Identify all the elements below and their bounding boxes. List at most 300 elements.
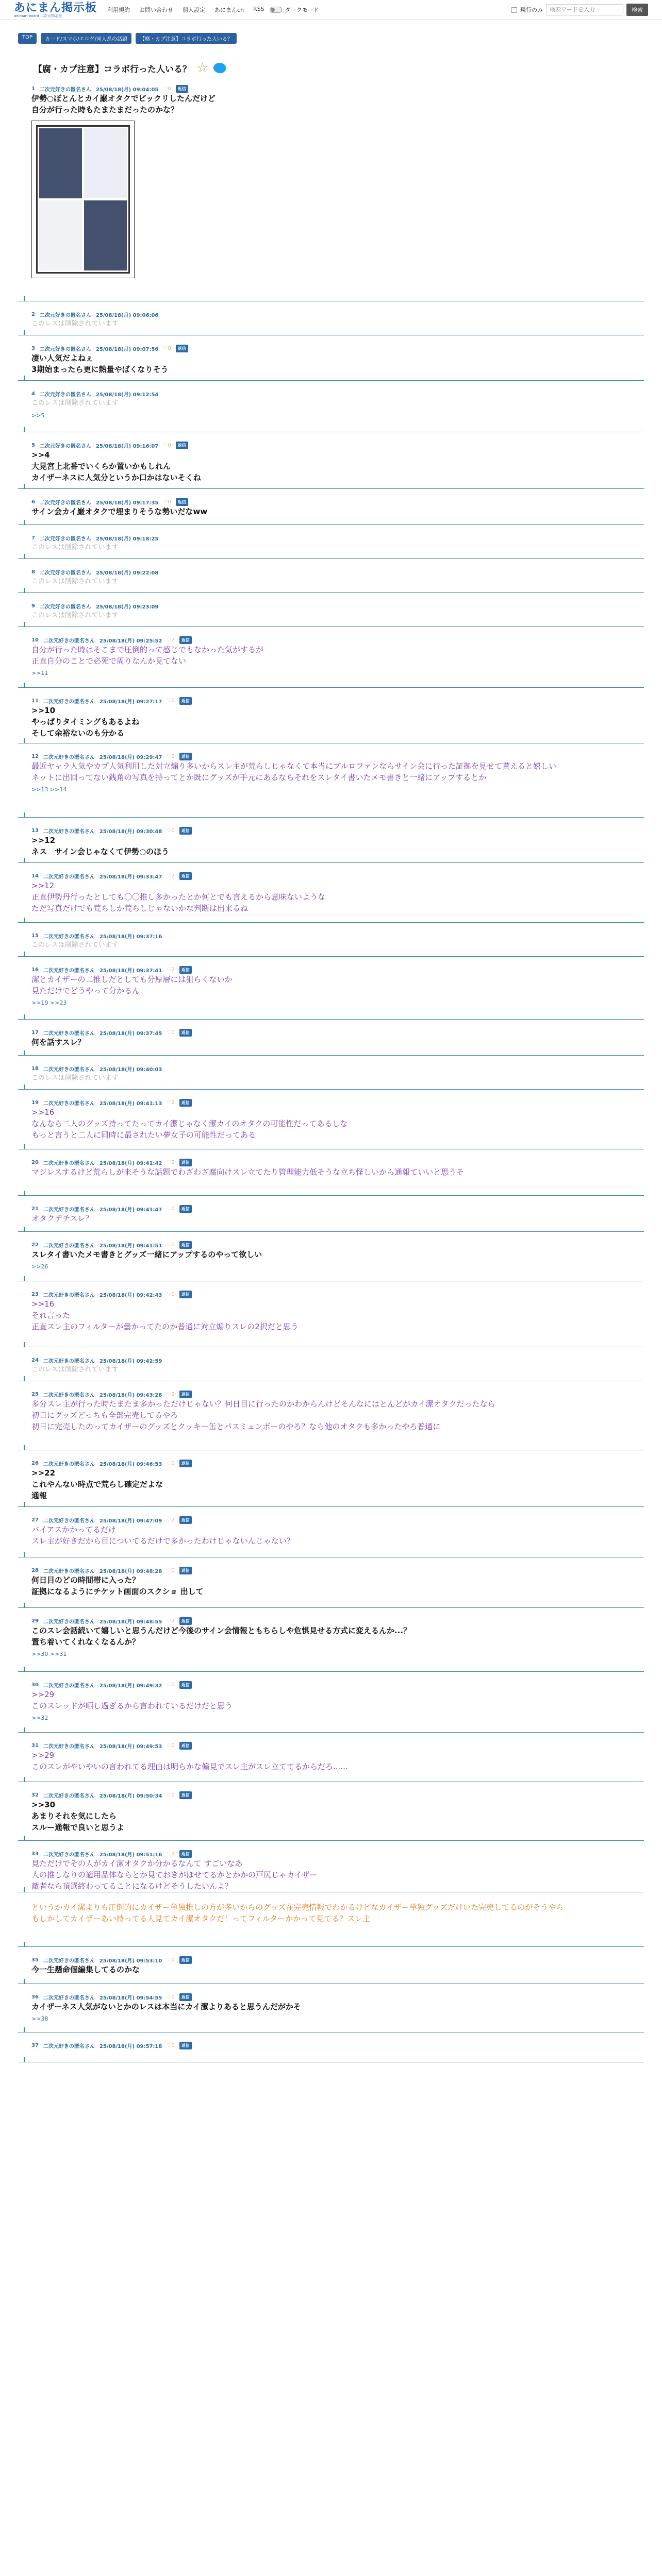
like-icon[interactable]: ♡0 [167,1030,175,1036]
post-meta [31,2042,644,2049]
post-number[interactable]: 17 [31,1030,39,1036]
post [18,1029,644,1056]
like-icon[interactable]: ♡0 [167,1206,175,1212]
post-divider [18,1603,25,1608]
dark-mode-toggle[interactable] [270,7,282,13]
like-icon[interactable]: ♡0 [167,1292,175,1297]
reply-button[interactable]: 返信 [179,1516,192,1524]
post-number[interactable]: 10 [31,637,39,643]
like-icon[interactable]: ♡2 [167,1851,175,1857]
post-date: 25/08/18(月) 09:42:59 [99,1359,162,1364]
post-divider [18,1502,25,1507]
post [18,1099,644,1149]
like-count: 0 [171,1206,175,1212]
post-number[interactable]: 25 [31,1392,39,1397]
like-icon[interactable]: ♡0 [167,1242,175,1248]
post-number[interactable]: 8 [31,569,35,575]
post-meta [31,345,644,352]
post-date: 25/08/18(月) 09:47:09 [99,1518,162,1524]
post-body: このレスは削除されています [31,1366,119,1374]
post-divider [18,1227,25,1232]
post-date: 25/08/18(月) 09:49:32 [99,1683,162,1689]
post-body: このレスは削除されています [31,612,119,619]
reply-button[interactable]: 返信 [179,1029,192,1037]
like-count: 0 [168,499,171,505]
reply-button[interactable]: 返信 [179,1391,192,1398]
post-meta [31,534,644,542]
search-button[interactable]: 検索 [626,4,648,16]
post-number[interactable]: 7 [31,535,35,541]
post [18,85,644,301]
poster-name: 二次元好きの匿名さん [43,1995,95,2001]
post [18,568,644,593]
post-date: 25/08/18(月) 09:04:05 [95,87,159,93]
post-date: 25/08/18(月) 09:41:47 [99,1207,162,1213]
post-divider [18,1376,25,1381]
poster-name: 二次元好きの匿名さん [43,699,95,705]
reply-button[interactable]: 返信 [179,697,192,705]
post-image[interactable] [31,121,135,278]
nav-animan-ch[interactable]: あにまんch [214,7,244,13]
like-count: 2 [171,754,175,759]
like-count: 0 [171,1568,175,1573]
post [18,534,644,559]
post-meta [31,1205,644,1213]
post [18,442,644,489]
post-date: 25/08/18(月) 09:25:52 [99,638,162,644]
like-icon[interactable]: ♡0 [167,1994,175,2000]
like-icon[interactable]: ♡2 [167,1100,175,1106]
post-divider [18,812,25,818]
site-logo[interactable] [14,2,97,18]
post-number[interactable]: 5 [31,443,35,448]
post-number[interactable]: 30 [31,1682,39,1688]
nav-terms[interactable]: 利用規約 [107,7,130,13]
post-number[interactable]: 32 [31,1792,39,1798]
post-date: 25/08/18(月) 09:43:28 [99,1393,162,1398]
post-divider [18,1342,25,1347]
like-icon[interactable]: ♡2 [167,967,175,973]
reply-links[interactable]: >>38 [31,2015,48,2022]
reply-button[interactable]: 返信 [179,1681,192,1689]
post [18,1065,644,1090]
post-number[interactable]: 14 [31,873,39,879]
post-body: 凄い人気だよねぇ 3期始まったら更に熱量やばくなりそう [31,353,169,374]
reply-button[interactable]: 返信 [179,1850,192,1858]
poster-name: 二次元好きの匿名さん [43,934,95,940]
post [18,1205,644,1232]
like-count: 0 [171,1743,175,1749]
post-number[interactable]: 31 [31,1743,39,1749]
post-number[interactable]: 35 [31,1957,39,1963]
reply-button[interactable]: 返信 [179,1742,192,1750]
post-number[interactable]: 37 [31,2043,39,2048]
like-icon[interactable]: ♡0 [167,2043,175,2048]
breadcrumb-thread[interactable]: 【腐・カプ注意】コラボ行った人いる？ [136,33,237,44]
reply-button[interactable]: 返信 [176,345,188,352]
post-meta [31,1993,644,2001]
like-count: 0 [168,346,171,351]
reply-button[interactable]: 返信 [179,966,192,974]
like-icon[interactable]: ♡0 [167,1682,175,1688]
post-number[interactable]: 13 [31,828,39,834]
like-count: 0 [171,1242,175,1248]
post [18,697,644,743]
like-icon[interactable]: ♡0 [167,1957,175,1963]
post-meta [31,697,644,705]
post-body: >>30 あまりそれを気にしたら スルー通報で良いと思うよ [31,1800,125,1832]
post-meta [31,966,644,974]
post [18,1241,644,1281]
post-date: 25/08/18(月) 09:17:35 [95,500,159,506]
post-body: このレスは削除されています [31,1074,119,1082]
reply-button[interactable]: 返信 [179,1159,192,1166]
post [18,1159,644,1196]
like-icon[interactable]: ♡0 [163,346,171,351]
nav-contact[interactable]: お問い合わせ [139,7,174,13]
post-date: 25/08/18(月) 09:53:10 [99,1958,162,1964]
post-body: 多分スレ主が行った時たまたま多かっただけじゃない？何日目に行ったのかわからんけどそんなにはとんどがカイ潔オタクだったなら 初日にグッズどっちも全部完売してるやろ 初日に完売したのってカイザーのグッズとクッキー缶とパスミュンボーのやろ？なら他のオタクも多かったやろ普通に [31,1399,495,1431]
post-date: 25/08/18(月) 09:23:09 [95,604,159,610]
post-meta [31,498,644,506]
post [18,498,644,525]
post-divider [18,2027,25,2032]
post-number[interactable]: 12 [31,754,39,759]
post-meta [31,1617,644,1625]
post-body: バイアスかかってるだけ スレ主が好きだから目についてるだけで多かったわけじゃないんじゃない？ [31,1525,294,1546]
reply-links[interactable]: >>32 [31,1715,48,1721]
reply-button[interactable]: 返信 [176,442,188,449]
poster-name: 二次元好きの匿名さん [43,1161,95,1166]
poster-name: 二次元好きの匿名さん [39,570,91,576]
thread-title-row [34,61,644,75]
poster-name: 二次元好きの匿名さん [39,347,91,352]
search-area [511,4,648,16]
like-icon[interactable]: ♡0 [167,1792,175,1798]
post-divider [18,1552,25,1557]
like-icon[interactable]: ♡2 [167,754,175,759]
post [18,1291,644,1347]
post-date: 25/08/18(月) 09:07:56 [95,347,159,352]
post-body: >>16 それ言った 正直スレ主のフィルターが曇かってたのか普通に対立煽りスレの2択だと思う [31,1299,299,1331]
post-divider [18,554,25,559]
twitter-share-icon[interactable] [213,63,226,73]
post-number[interactable]: 16 [31,967,39,973]
poster-name: 二次元好きの匿名さん [43,1958,95,1964]
post-meta [31,753,644,760]
nav-rss[interactable]: RSS [253,6,264,12]
poster-name: 二次元好きの匿名さん [43,1518,95,1524]
favorite-star-icon[interactable]: ☆ [196,60,209,76]
post-number[interactable]: 24 [31,1358,39,1363]
poster-name: 二次元好きの匿名さん [43,638,95,644]
post-body: >>10 やっぱりタイミングもあるよね そして余裕ないのも分かる [31,706,140,738]
post [18,966,644,1020]
post-date: 25/08/18(月) 09:33:47 [99,874,162,880]
reply-button[interactable]: 返信 [179,1099,192,1107]
post-number[interactable]: 4 [31,391,35,397]
post-date: 25/08/18(月) 09:22:08 [95,570,159,576]
like-icon[interactable]: ♡0 [163,86,171,92]
poster-name: 二次元好きの匿名さん [43,1619,95,1625]
post-divider [18,484,25,489]
post-number[interactable]: 3 [31,346,35,351]
post-body: というかカイ潔よりも圧倒的にカイザー単独推しの方が多いからのグッズ在完売情報でわかるけどなカイザー単独グッズだけいた完売してるのがそうやら もしかしてカイザーあい持ってる人見てカイ潔オタクだ！ってフィルターかかって見てる？スレ主 [31,1903,564,1923]
nav-settings[interactable]: 個人設定 [183,7,206,13]
post [18,1742,644,1782]
post-body: このレスは削除されています [31,941,119,949]
post-body: このレスは削除されています [31,544,119,551]
post-number[interactable]: 1 [31,86,35,92]
reply-button[interactable]: 返信 [179,2042,192,2049]
post-divider [18,427,25,432]
like-icon[interactable]: ♡2 [167,637,175,643]
post-date: 25/08/18(月) 09:42:43 [99,1293,162,1298]
like-count: 0 [171,698,175,704]
post-meta [31,1357,644,1364]
reply-button[interactable]: 返信 [179,1956,192,1964]
post-number[interactable]: 26 [31,1461,39,1466]
post-divider [18,1050,25,1056]
post-number[interactable]: 20 [31,1160,39,1165]
post-body: このレスは削除されています [31,578,119,585]
like-icon[interactable]: ♡2 [167,1517,175,1523]
reply-button[interactable]: 返信 [179,827,192,835]
post-number[interactable]: 19 [31,1100,39,1106]
post-body: >>22 これやんない時点で荒らし確定だよな 通報 [31,1468,163,1500]
post [18,390,644,432]
like-icon[interactable]: ♡2 [167,1618,175,1624]
post-divider [18,1667,25,1672]
post-divider [18,1836,25,1841]
post-meta [31,1065,644,1073]
post-meta [31,1460,644,1467]
post-divider [18,1276,25,1281]
reply-links[interactable]: >>11 [31,670,48,676]
post-date: 25/08/18(月) 09:12:54 [95,392,159,398]
post-body: 今一生懸命個編集してるのかな [31,1965,140,1974]
like-count: 0 [171,1030,175,1036]
post-number[interactable]: 9 [31,603,35,609]
post-number[interactable]: 6 [31,499,35,505]
post-meta [31,1391,644,1398]
post-date: 25/08/18(月) 09:50:34 [99,1793,162,1799]
post-meta [31,1791,644,1799]
post-number[interactable]: 2 [31,312,35,317]
post-number[interactable]: 21 [31,1206,39,1212]
reply-links[interactable]: >>19 >>23 [31,999,67,1006]
post [18,2042,644,2062]
post [18,1993,644,2032]
post-body: カイザーネス人気がないとかのレスは本当にカイ潔よりあると思うんだがかそ [31,2002,301,2011]
like-icon[interactable]: ♡2 [167,1392,175,1397]
post-body: 伊勢○ぼとんとカイ巌オタクでビックリしたんだけど 自分が行った時もたまたまだったのかな？ [31,94,216,114]
post-divider [18,858,25,863]
reply-button[interactable]: 返信 [176,498,188,506]
poster-name: 二次元好きの匿名さん [43,2044,95,2049]
poster-name: 二次元好きの匿名さん [39,536,91,542]
post-body: >>29 このスレッドが晒し過ぎるから言われているだけだと思う [31,1690,233,1710]
post [18,602,644,627]
like-count: 0 [168,86,171,92]
poster-name: 二次元好きの匿名さん [43,1393,95,1398]
post [18,636,644,688]
like-count: 0 [171,1792,175,1798]
reply-links[interactable]: >>5 [31,412,45,419]
poster-name: 二次元好きの匿名さん [43,968,95,974]
reply-button[interactable]: 返信 [179,1993,192,2001]
reply-links[interactable]: >>26 [31,1263,48,1270]
post-date: 25/08/18(月) 09:48:55 [99,1619,162,1625]
like-count: 2 [171,1517,175,1523]
post-meta [31,390,644,398]
current-only-label: 現行のみ [520,7,543,13]
poster-name: 二次元好きの匿名さん [43,874,95,880]
post-body: サイン会カイ巌オタクで埋まりそうな勢いだなww [31,507,208,516]
like-icon[interactable]: ♡2 [167,1160,175,1165]
reply-links[interactable]: >>13 >>14 [31,786,67,793]
post-number[interactable]: 36 [31,1994,39,2000]
post-date: 25/08/18(月) 09:37:41 [99,968,162,974]
post-date: 25/08/18(月) 09:29:47 [99,755,162,760]
post-number[interactable]: 23 [31,1292,39,1297]
reply-button[interactable]: 返信 [179,753,192,760]
breadcrumb-top[interactable]: TOP [18,33,37,44]
breadcrumb-category[interactable]: カード/スマホ/エロゲ/同人系の話題 [41,33,131,44]
post-divider [18,1084,25,1090]
poster-name: 二次元好きの匿名さん [43,1359,95,1364]
poster-name: 二次元好きの匿名さん [43,1683,95,1689]
post-meta [31,636,644,644]
reply-button[interactable]: 返信 [179,1791,192,1799]
site-header [0,0,662,20]
post-number[interactable]: 27 [31,1517,39,1523]
post [18,872,644,923]
post-body: このレスは削除されています [31,320,119,328]
post-number[interactable]: 29 [31,1618,39,1624]
post-meta [31,1681,644,1689]
post-list [18,85,644,2062]
like-icon[interactable]: ♡2 [167,873,175,879]
poster-name: 二次元好きの匿名さん [39,444,91,449]
like-icon[interactable]: ♡0 [167,698,175,704]
post-number[interactable]: 11 [31,698,39,704]
post-divider [18,1942,25,1947]
like-count: 2 [171,1100,175,1106]
post-body: >>12 ネス サイン会じゃなくて伊勢○のほう [31,836,170,856]
post-number[interactable]: 18 [31,1066,39,1072]
like-icon[interactable]: ♡0 [167,1743,175,1749]
post-date: 25/08/18(月) 09:41:13 [99,1101,162,1107]
like-count: 2 [171,1618,175,1624]
reply-button[interactable]: 返信 [179,1205,192,1213]
post-meta [31,1956,644,1964]
like-icon[interactable]: ♡0 [163,443,171,448]
like-count: 2 [171,1160,175,1165]
post-body: 自分が行った時はそこまで圧倒的って感じでもなかった気がするが 正直自分のことで必死で周りなんか見てない [31,645,264,666]
post-body: >>16 なんなら二人のグッズ持ってたってカイ潔じゃなく潔カイのオタクの可能性だってあるしな もっと言うと二人に同時に最されたい夢女子の可能性だってある [31,1108,348,1140]
reply-button[interactable]: 返信 [179,1617,192,1625]
post-divider [18,296,25,301]
post-date: 25/08/18(月) 09:27:17 [99,699,162,705]
reply-button[interactable]: 返信 [179,1241,192,1249]
post [18,753,644,818]
logo-subtext: animan-board 二次元掲示板 [14,13,62,18]
poster-name: 二次元好きの匿名さん [43,1569,95,1574]
post-body: 最近ヤャラ人気やカプ人気利用した対立煽り多いからスレ主が荒らしじゃなくて本当にブルロファンならサイン会に行った証拠を見せて貰えると嬉しい ネットに出回ってない銭角の写真を持ってとか既にグッズが手元にあるならそれをスレタイ書いたメモ書きと一緒にアップするとか [31,761,557,782]
reply-button[interactable]: 返信 [179,636,192,644]
post-date: 25/08/18(月) 09:30:48 [99,829,162,835]
poster-name: 二次元好きの匿名さん [39,87,91,93]
breadcrumb [18,33,644,44]
post [18,1357,644,1381]
reply-button[interactable]: 返信 [179,1460,192,1467]
post-date: 25/08/18(月) 09:49:53 [99,1744,162,1750]
like-count: 2 [171,1851,175,1857]
post-date: 25/08/18(月) 09:16:07 [95,444,159,449]
poster-name: 二次元好きの匿名さん [43,829,95,835]
post-body: 潔とカイザーの二推しだとしても分厚層には狙らくないか 見ただけでどうやって分かるん [31,975,233,995]
post-divider [18,520,25,525]
post [18,1791,644,1841]
post-date: 25/08/18(月) 09:41:42 [99,1161,162,1166]
post-date: 25/08/18(月) 09:06:06 [95,313,159,318]
post-divider [18,1191,25,1196]
post-body: >>29 このスレがやいやいの言われてる理由は明らかな偏見でスレ主がスレ立ててるからだろ...... [31,1751,348,1771]
like-count: 0 [171,1682,175,1688]
post-meta [31,1029,644,1037]
like-count: 0 [168,443,171,448]
post [18,1391,644,1450]
post-number[interactable]: 28 [31,1568,39,1573]
like-icon[interactable]: ♡0 [163,499,171,505]
post-divider [18,738,25,743]
poster-name: 二次元好きの匿名さん [43,1744,95,1750]
post-date: 25/08/18(月) 09:18:25 [95,536,159,542]
post [18,1850,644,1892]
post-meta [31,1850,644,1858]
reply-button[interactable]: 返信 [179,872,192,880]
poster-name: 二次元好きの匿名さん [43,1101,95,1107]
like-count: 2 [171,967,175,973]
post [18,1567,644,1608]
reply-button[interactable]: 返信 [176,85,188,93]
post-divider [18,1144,25,1149]
like-icon[interactable]: ♡0 [167,828,175,834]
post-number[interactable]: 15 [31,933,39,939]
poster-name: 二次元好きの匿名さん [43,1293,95,1298]
post-divider [18,330,25,335]
like-icon[interactable]: ♡0 [167,1568,175,1573]
post-date: 25/08/18(月) 09:46:53 [99,1462,162,1467]
search-input[interactable] [546,4,623,15]
post [18,311,644,335]
post-number[interactable]: 22 [31,1242,39,1248]
dark-mode-label: ダークモード [285,7,319,13]
like-icon[interactable]: ♡0 [167,1461,175,1466]
reply-button[interactable]: 返信 [179,1567,192,1574]
poster-name: 二次元好きの匿名さん [43,1243,95,1249]
post-meta [31,85,644,93]
post-meta [31,1241,644,1249]
current-only-checkbox[interactable] [511,7,517,13]
post-divider [18,1445,25,1450]
reply-links[interactable]: >>30 >>31 [31,1651,67,1657]
post [18,1460,644,1507]
post-date: 25/08/18(月) 09:54:55 [99,1995,162,2001]
reply-button[interactable]: 返信 [179,1291,192,1298]
post-number[interactable]: 33 [31,1851,39,1857]
